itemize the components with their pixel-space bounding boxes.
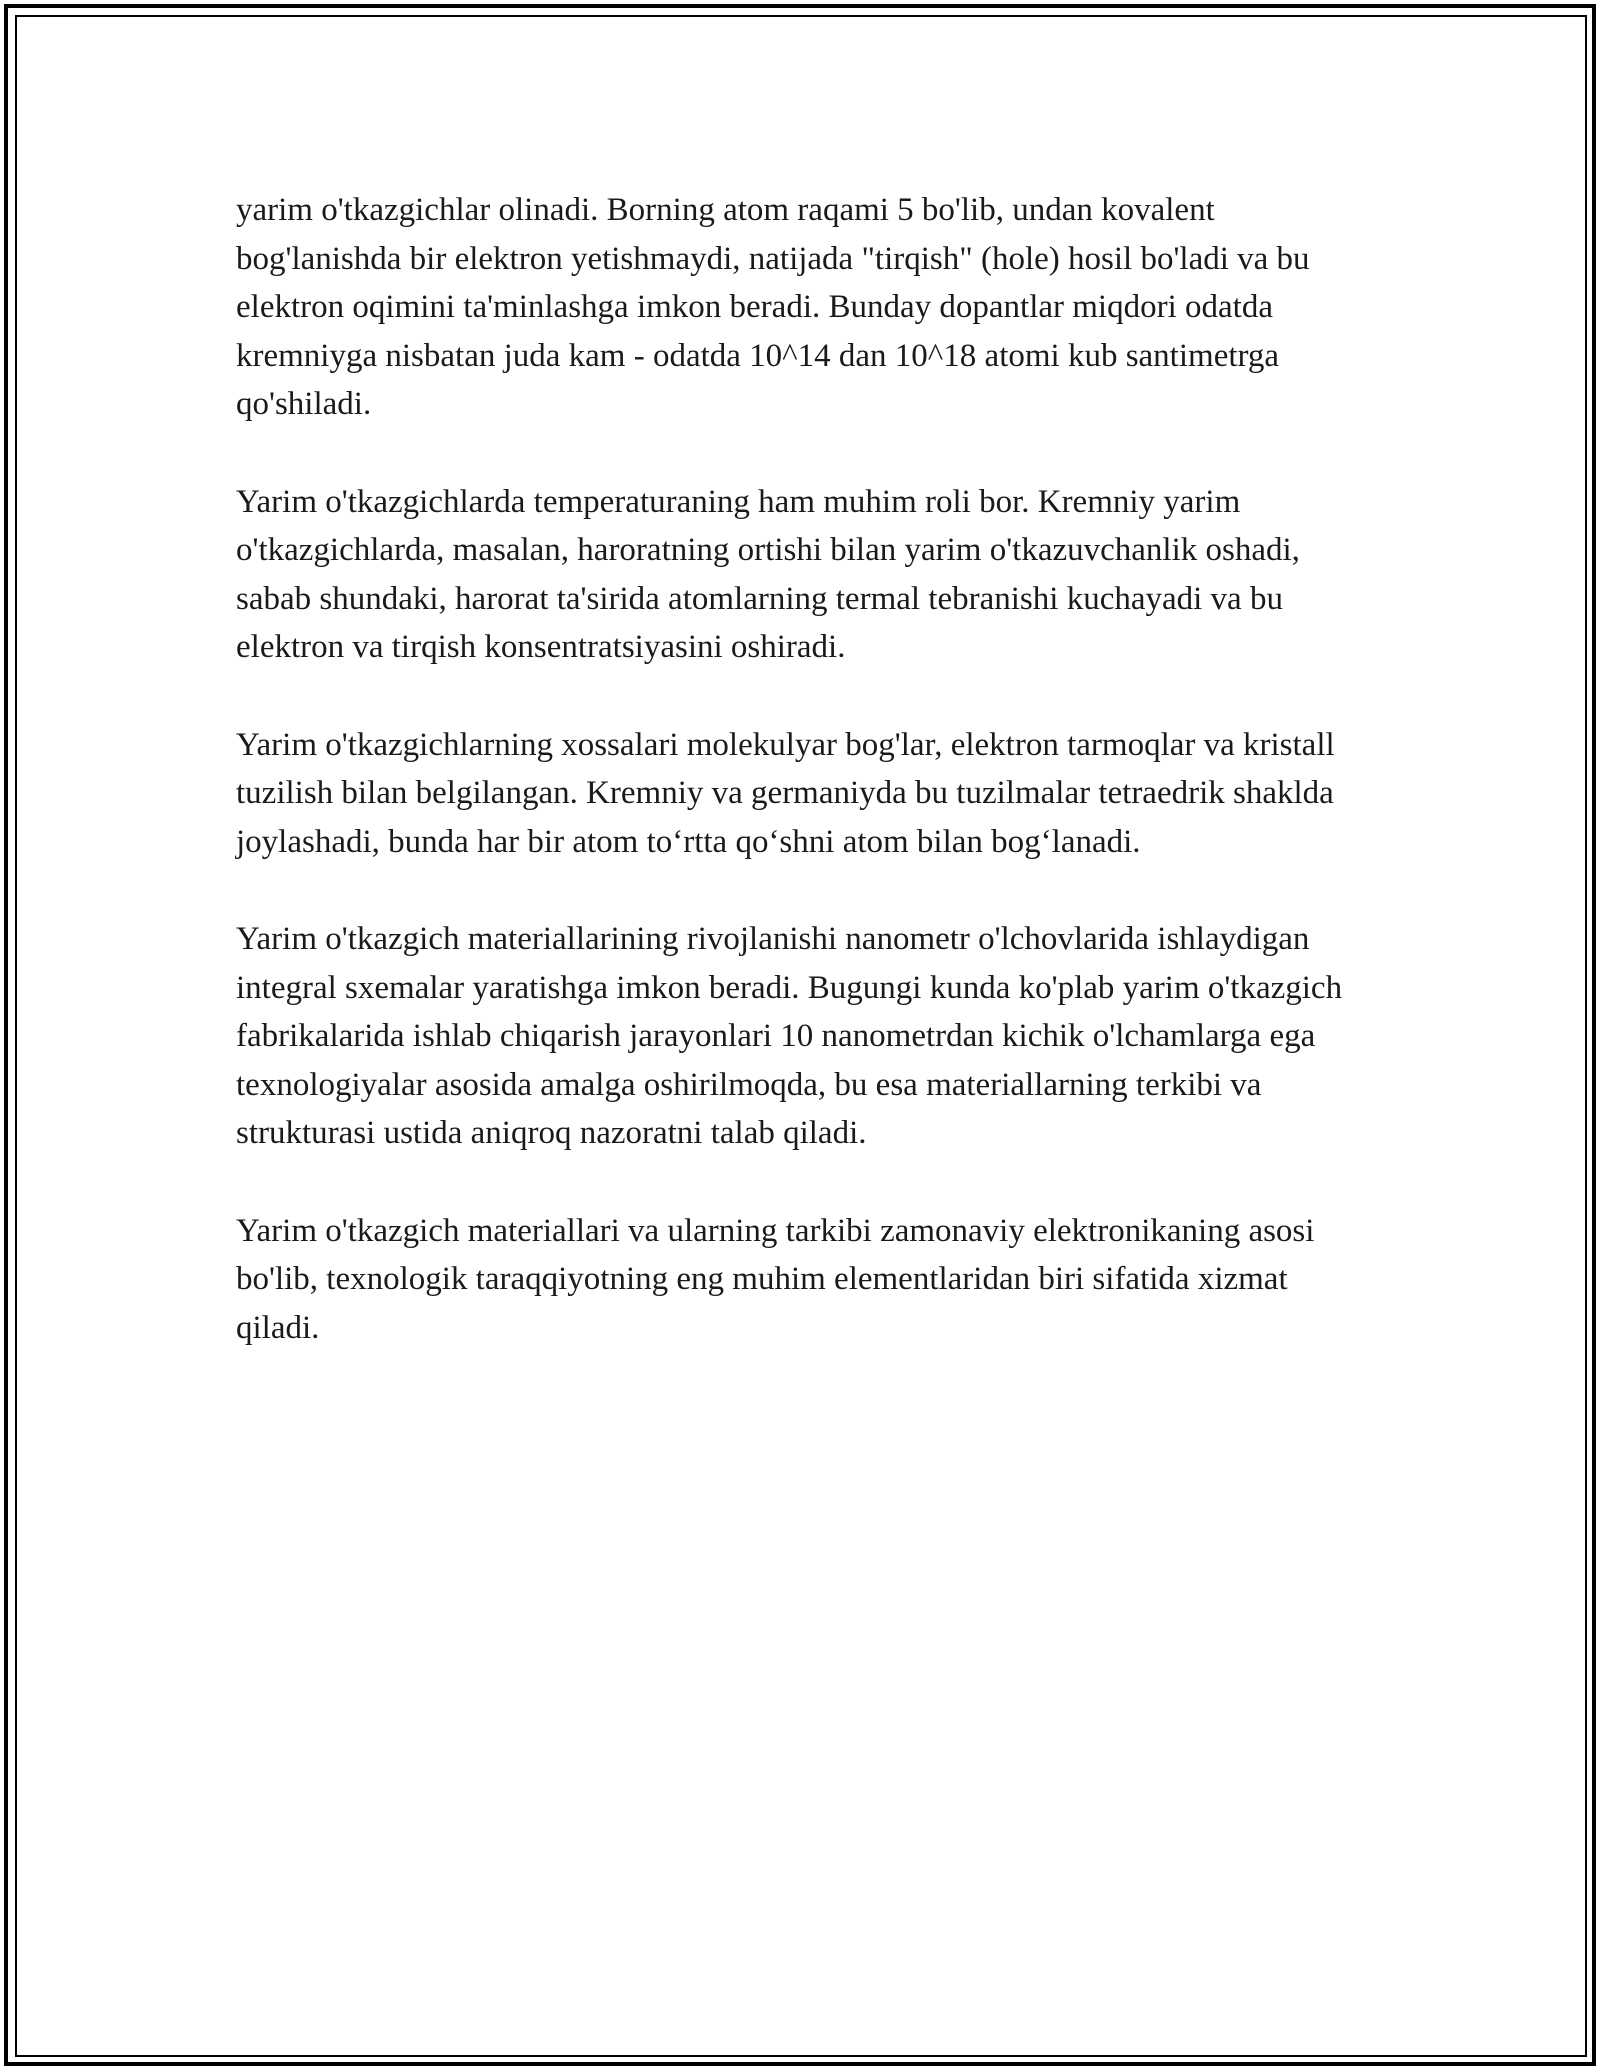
paragraph-dopants: yarim o'tkazgichlar olinadi. Borning atom raqami 5 bo'lib, undan kovalent bog'lanishda bir elektron yetishmaydi, natijada "tirqish" (hole) hosil bo'ladi va bu elektron oqimini ta'minlashga imkon beradi. Bunday dopantlar miqdori odatda kremniyga nisbatan juda kam - odatda 10^14 dan 10^18 atomi kub santimetrga qo'shiladi. — [236, 192, 1310, 422]
document-body — [236, 186, 1366, 1352]
paragraph-nanometer-fabrication: Yarim o'tkazgich materiallarining rivojlanishi nanometr o'lchovlarida ishlaydigan integral sxemalar yaratishga imkon beradi. Bugungi kunda ko'plab yarim o'tkazgich fabrikalarida ishlab chiqarish jarayonlari 10 nanometrdan kichik o'lchamlarga ega texnologiyalar asosida amalga oshirilmoqda, bu esa materiallarning terkibi va strukturasi ustida aniqroq nazoratni talab qiladi. — [236, 921, 1343, 1151]
paragraph-crystal-structure: Yarim o'tkazgichlarning xossalari molekulyar bog'lar, elektron tarmoqlar va kristall tuzilish bilan belgilangan. Kremniy va germaniyda bu tuzilmalar tetraedrik shakldа joylashadi, bunda har bir atom to‘rtta qo‘shni atom bilan bog‘lanadi. — [236, 726, 1335, 860]
paragraph-temperature: Yarim o'tkazgichlarda temperaturaning ham muhim roli bor. Kremniy yarim o'tkazgichlarda, masalan, haroratning ortishi bilan yarim o'tkazuvchanlik oshadi, sabab shundaki, harorat ta'sirida atomlarning termal tebranishi kuchayadi va bu elektron va tirqish konsentratsiyasini oshiradi. — [236, 483, 1300, 665]
paragraph-conclusion: Yarim o'tkazgich materiallari va ularning tarkibi zamonaviy elektronikaning asosi bo'lib, texnologik taraqqiyotning eng muhim elementlaridan biri sifatida xizmat qiladi. — [236, 1212, 1315, 1346]
